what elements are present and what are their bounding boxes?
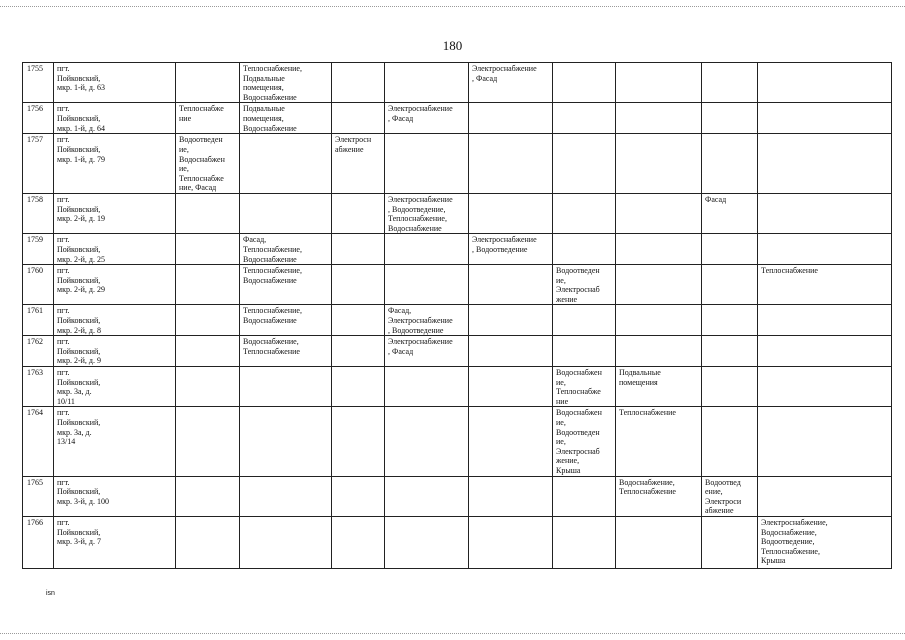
address-line: Пойковский,	[57, 418, 101, 427]
work-type-cell	[616, 516, 702, 568]
work-type-line: ие,	[556, 437, 566, 447]
work-type-cell	[332, 103, 385, 134]
table-row	[23, 134, 892, 194]
work-type-cell	[332, 234, 385, 265]
work-type-line: ие,	[179, 164, 189, 174]
work-type-line: Теплоснабже	[179, 173, 224, 183]
work-type-cell	[176, 407, 240, 476]
work-type-line: Водоснабжен	[179, 154, 225, 164]
work-type-cell	[469, 193, 553, 233]
work-type-cell	[176, 63, 240, 103]
row-number: 1758	[23, 193, 54, 233]
work-type-line: Водоснабжение,	[619, 477, 675, 487]
work-type-cell	[702, 63, 758, 103]
address-line: пгт.	[57, 477, 70, 487]
work-type-cell	[469, 305, 553, 336]
work-type-cell	[616, 193, 702, 233]
address-line: пгт.	[57, 306, 70, 316]
work-type-cell	[469, 234, 553, 265]
work-type-cell	[616, 305, 702, 336]
work-type-cell	[702, 265, 758, 305]
row-number: 1756	[23, 103, 54, 134]
work-type-line: Крыша	[556, 465, 581, 475]
work-type-line: абжение	[335, 144, 364, 154]
address-line: мкр. 2-й, д. 8	[57, 325, 101, 335]
row-number: 1763	[23, 367, 54, 407]
address-line: Пойковский,	[57, 487, 101, 497]
work-type-line: Водоснабжение	[243, 275, 297, 285]
work-type-cell	[553, 476, 616, 516]
address-line: мкр. 1-й, д. 63	[57, 83, 105, 93]
work-type-cell	[616, 367, 702, 407]
works-schedule-table	[22, 62, 892, 569]
work-type-line: Подвальные	[243, 73, 285, 83]
work-type-cell	[616, 265, 702, 305]
work-type-cell	[758, 234, 892, 265]
work-type-cell	[240, 305, 332, 336]
row-number: 1765	[23, 476, 54, 516]
work-type-cell	[469, 103, 553, 134]
table-row	[23, 103, 892, 134]
work-type-cell	[332, 193, 385, 233]
row-number: 1761	[23, 305, 54, 336]
work-type-line: жение,	[556, 456, 580, 466]
address-cell	[54, 234, 176, 265]
work-type-cell	[240, 193, 332, 233]
work-type-cell	[332, 134, 385, 194]
address-line: пгт.	[57, 266, 70, 276]
work-type-cell	[553, 407, 616, 476]
work-type-line: Теплоснабже	[556, 387, 601, 397]
address-line: пгт.	[57, 64, 70, 73]
work-type-line: Электроснаб	[556, 446, 600, 456]
address-cell	[54, 516, 176, 568]
work-type-cell	[385, 63, 469, 103]
work-type-cell	[702, 134, 758, 194]
work-type-line: Водоснабжение	[388, 223, 442, 233]
work-type-cell	[616, 234, 702, 265]
work-type-line: Электроснаб	[556, 285, 600, 295]
table-row	[23, 407, 892, 476]
work-type-cell	[332, 305, 385, 336]
work-type-line: ие,	[556, 418, 566, 427]
work-type-line: , Водоотведение	[472, 244, 528, 254]
row-number: 1755	[23, 63, 54, 103]
address-line: мкр. 3-й, д. 7	[57, 537, 101, 547]
work-type-line: абжение	[705, 506, 734, 516]
work-type-cell	[332, 476, 385, 516]
work-type-cell	[553, 193, 616, 233]
work-type-line: ие,	[179, 144, 189, 154]
work-type-line: помещения	[619, 377, 658, 387]
work-type-cell	[616, 407, 702, 476]
work-type-cell	[616, 63, 702, 103]
address-line: пгт.	[57, 235, 70, 245]
work-type-line: Фасад	[705, 194, 727, 204]
address-line: пгт.	[57, 368, 70, 378]
work-type-line: Водоотведен	[556, 427, 600, 437]
work-type-line: , Водоотведение,	[388, 204, 446, 214]
address-cell	[54, 476, 176, 516]
address-cell	[54, 265, 176, 305]
work-type-cell	[332, 336, 385, 367]
work-type-cell	[553, 265, 616, 305]
work-type-cell	[176, 234, 240, 265]
work-type-cell	[702, 407, 758, 476]
address-line: пгт.	[57, 135, 70, 145]
table-row	[23, 63, 892, 103]
work-type-line: Электроснабжение	[388, 337, 453, 347]
table-row	[23, 305, 892, 336]
work-type-cell	[553, 103, 616, 134]
address-line: пгт.	[57, 408, 70, 418]
work-type-cell	[469, 476, 553, 516]
work-type-cell	[385, 407, 469, 476]
address-cell	[54, 63, 176, 103]
footer-mark: isn	[46, 590, 55, 597]
work-type-cell	[240, 134, 332, 194]
work-type-cell	[553, 367, 616, 407]
work-type-cell	[702, 336, 758, 367]
work-type-cell	[240, 103, 332, 134]
work-type-cell	[702, 476, 758, 516]
work-type-cell	[176, 305, 240, 336]
work-type-cell	[553, 234, 616, 265]
work-type-cell	[469, 63, 553, 103]
work-type-line: Водоснабжение,	[761, 527, 817, 537]
work-type-line: , Водоотведение	[388, 325, 444, 335]
work-type-cell	[616, 336, 702, 367]
work-type-cell	[616, 134, 702, 194]
address-line: пгт.	[57, 517, 70, 527]
work-type-cell	[702, 516, 758, 568]
address-line: мкр. 2-й, д. 25	[57, 254, 105, 264]
address-cell	[54, 305, 176, 336]
work-type-cell	[758, 63, 892, 103]
work-type-cell	[553, 305, 616, 336]
work-type-line: Водоотведен	[179, 135, 223, 145]
work-type-cell	[702, 305, 758, 336]
work-type-cell	[176, 367, 240, 407]
work-type-line: ние	[556, 396, 569, 406]
work-type-line: Электросн	[335, 135, 372, 145]
work-type-cell	[240, 407, 332, 476]
table-row	[23, 265, 892, 305]
work-type-line: ение,	[705, 487, 723, 497]
page-number: 180	[442, 38, 463, 53]
work-type-line: Водоснабжен	[556, 408, 602, 418]
address-line: мкр. 1-й, д. 64	[57, 123, 105, 133]
work-type-line: Водоснабжение	[243, 254, 297, 264]
work-type-line: ние	[179, 113, 192, 123]
work-type-line: Электроснабжение	[472, 64, 537, 73]
work-type-cell	[240, 476, 332, 516]
address-line: Пойковский,	[57, 377, 101, 387]
work-type-cell	[758, 367, 892, 407]
work-type-cell	[176, 516, 240, 568]
work-type-line: ние, Фасад	[179, 183, 217, 193]
row-number: 1764	[23, 407, 54, 476]
work-type-cell	[176, 336, 240, 367]
work-type-cell	[758, 265, 892, 305]
work-type-line: Теплоснабжение,	[243, 244, 302, 254]
work-type-line: Подвальные	[243, 104, 285, 114]
row-number: 1757	[23, 134, 54, 194]
work-type-cell	[758, 516, 892, 568]
work-type-line: ие,	[556, 377, 566, 387]
work-type-line: Теплоснабже	[179, 104, 224, 114]
work-type-cell	[385, 265, 469, 305]
work-type-cell	[240, 336, 332, 367]
work-type-line: Теплоснабжение	[761, 266, 818, 276]
work-type-line: Теплоснабжение,	[243, 266, 302, 276]
work-type-line: , Фасад	[472, 73, 498, 83]
work-type-line: помещения,	[243, 113, 284, 123]
work-type-cell	[702, 193, 758, 233]
work-type-cell	[332, 367, 385, 407]
work-type-cell	[332, 63, 385, 103]
work-type-line: Электроснабжение	[388, 104, 453, 114]
address-line: мкр. 3а, д.	[57, 387, 92, 397]
work-type-line: Водоснабжение,	[243, 337, 299, 347]
work-type-line: Фасад,	[388, 306, 412, 316]
work-type-cell	[702, 367, 758, 407]
work-type-cell	[332, 265, 385, 305]
work-type-cell	[240, 265, 332, 305]
work-type-cell	[758, 305, 892, 336]
address-line: Пойковский,	[57, 346, 101, 356]
work-type-line: Теплоснабжение	[619, 408, 676, 418]
work-type-cell	[553, 516, 616, 568]
work-type-line: Водоснабжение	[243, 123, 297, 133]
table-body	[23, 63, 892, 569]
table-row	[23, 234, 892, 265]
work-type-cell	[385, 367, 469, 407]
work-type-line: Водоотведение,	[761, 537, 815, 547]
work-type-line: , Фасад	[388, 113, 414, 123]
address-line: пгт.	[57, 337, 70, 347]
work-type-line: Электроси	[705, 496, 742, 506]
address-line: Пойковский,	[57, 144, 101, 154]
work-type-line: Водоснабжен	[556, 368, 602, 378]
work-type-cell	[758, 476, 892, 516]
work-type-cell	[176, 265, 240, 305]
work-type-line: Электроснабжение	[472, 235, 537, 245]
work-type-cell	[469, 265, 553, 305]
address-cell	[54, 193, 176, 233]
address-line: пгт.	[57, 104, 70, 114]
work-type-line: Теплоснабжение,	[243, 306, 302, 316]
work-type-cell	[385, 134, 469, 194]
work-type-cell	[385, 234, 469, 265]
work-type-cell	[758, 336, 892, 367]
work-type-cell	[553, 336, 616, 367]
work-type-cell	[176, 193, 240, 233]
address-line: пгт.	[57, 194, 70, 204]
work-type-cell	[385, 103, 469, 134]
work-type-line: ие,	[556, 275, 566, 285]
address-cell	[54, 134, 176, 194]
work-type-line: , Фасад	[388, 346, 414, 356]
work-type-cell	[758, 134, 892, 194]
work-type-cell	[702, 234, 758, 265]
address-line: Пойковский,	[57, 113, 101, 123]
work-type-cell	[385, 193, 469, 233]
address-line: 13/14	[57, 437, 76, 447]
address-line: Пойковский,	[57, 527, 101, 537]
work-type-line: Теплоснабжение	[619, 487, 676, 497]
work-type-cell	[385, 336, 469, 367]
work-type-cell	[616, 103, 702, 134]
work-type-line: Водоотвед	[705, 477, 741, 487]
address-line: мкр. 1-й, д. 79	[57, 154, 105, 164]
work-type-line: Водоснабжение	[243, 92, 297, 102]
address-cell	[54, 336, 176, 367]
work-type-line: Фасад,	[243, 235, 267, 245]
row-number: 1760	[23, 265, 54, 305]
work-type-cell	[176, 134, 240, 194]
work-type-line: Электроснабжение	[388, 194, 453, 204]
address-line: Пойковский,	[57, 73, 101, 83]
work-type-cell	[469, 367, 553, 407]
scan-edge-top	[0, 6, 905, 7]
address-line: 10/11	[57, 396, 75, 406]
address-cell	[54, 407, 176, 476]
work-type-cell	[385, 516, 469, 568]
work-type-cell	[758, 103, 892, 134]
work-type-cell	[469, 516, 553, 568]
work-type-cell	[553, 63, 616, 103]
work-type-cell	[385, 305, 469, 336]
work-type-line: Электроснабжение,	[761, 517, 828, 527]
work-type-cell	[553, 134, 616, 194]
address-line: мкр. 3-й, д. 100	[57, 496, 109, 506]
work-type-line: Водоотведен	[556, 266, 600, 276]
work-type-line: Электроснабжение	[388, 316, 453, 326]
table-row	[23, 367, 892, 407]
work-type-line: Теплоснабжение,	[761, 546, 820, 556]
work-type-cell	[758, 407, 892, 476]
work-type-cell	[469, 407, 553, 476]
work-type-cell	[385, 476, 469, 516]
work-type-line: жение	[556, 294, 578, 304]
work-type-cell	[469, 336, 553, 367]
work-type-line: Крыша	[761, 556, 786, 566]
work-type-cell	[469, 134, 553, 194]
address-line: мкр. 2-й, д. 9	[57, 356, 101, 366]
work-type-cell	[240, 234, 332, 265]
work-type-line: помещения,	[243, 83, 284, 93]
table-row	[23, 193, 892, 233]
work-type-line: Теплоснабжение	[243, 346, 300, 356]
address-line: Пойковский,	[57, 204, 101, 214]
table-row	[23, 336, 892, 367]
work-type-line: Теплоснабжение,	[243, 64, 302, 73]
work-type-cell	[240, 516, 332, 568]
row-number: 1759	[23, 234, 54, 265]
scan-edge-bottom	[0, 633, 905, 634]
address-cell	[54, 367, 176, 407]
table-row	[23, 516, 892, 568]
work-type-cell	[176, 476, 240, 516]
address-line: мкр. 3а, д.	[57, 427, 92, 437]
address-line: мкр. 2-й, д. 29	[57, 285, 105, 295]
work-type-cell	[240, 63, 332, 103]
table-row	[23, 476, 892, 516]
address-line: Пойковский,	[57, 275, 101, 285]
row-number: 1762	[23, 336, 54, 367]
work-type-cell	[176, 103, 240, 134]
work-type-cell	[758, 193, 892, 233]
row-number: 1766	[23, 516, 54, 568]
work-type-cell	[240, 367, 332, 407]
address-cell	[54, 103, 176, 134]
work-type-cell	[332, 407, 385, 476]
work-type-cell	[702, 103, 758, 134]
work-type-cell	[616, 476, 702, 516]
address-line: Пойковский,	[57, 316, 101, 326]
work-type-cell	[332, 516, 385, 568]
address-line: Пойковский,	[57, 244, 101, 254]
work-type-line: Водоснабжение	[243, 316, 297, 326]
work-type-line: Теплоснабжение,	[388, 214, 447, 224]
address-line: мкр. 2-й, д. 19	[57, 214, 105, 224]
work-type-line: Подвальные	[619, 368, 661, 378]
